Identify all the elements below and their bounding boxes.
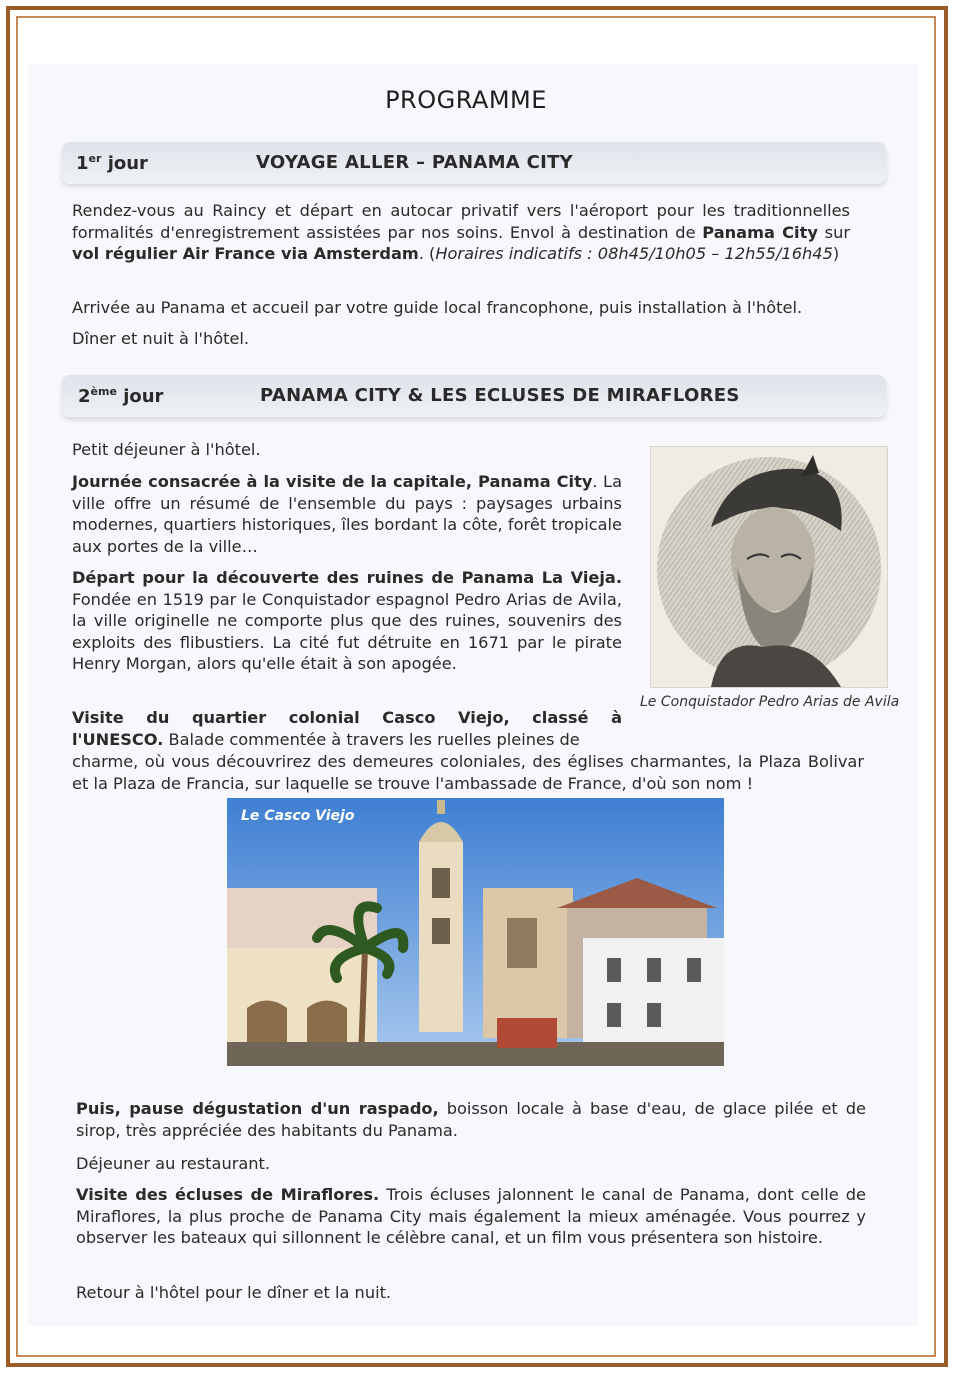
day1-heading: VOYAGE ALLER – PANAMA CITY: [256, 152, 574, 173]
day2-paragraph-5: Puis, pause dégustation d'un raspado, boisson locale à base d'eau, de glace pilée et de sirop, très appréciée des habitants du Panama.: [76, 1099, 866, 1140]
day2-paragraph-8: Retour à l'hôtel pour le dîner et la nuit.: [76, 1283, 392, 1302]
day2-paragraph-2: Journée consacrée à la visite de la capitale, Panama City. La ville offre un résumé de l'ensemble du pays : paysages urbains modernes, quartiers historiques, îles bordant la côte, forêt tropicale aux portes de la ville…: [72, 472, 622, 556]
day1-paragraph-2: Arrivée au Panama et accueil par votre guide local francophone, puis installation à l'hôtel.: [72, 298, 803, 317]
day2-paragraph-7: Visite des écluses de Miraflores. Trois écluses jalonnent le canal de Panama, dont celle de Miraflores, la plus proche de Panama City mais également la mieux aménagée. Vous pourrez y observer les bateaux qui sillonnent le célèbre canal, et un film vous présentera son histoire.: [76, 1185, 866, 1247]
day1-paragraph-3: Dîner et nuit à l'hôtel.: [72, 329, 250, 348]
day2-paragraph-3: Départ pour la découverte des ruines de Panama La Vieja. Fondée en 1519 par le Conquistador espagnol Pedro Arias de Avila, la ville originelle ne comporte plus que des ruines, souvenirs des exploits des flibustiers. La cité fut détruite en 1671 par le pirate Henry Morgan, alors qu'elle était à son apogée.: [72, 568, 622, 673]
portrait-engraving: [651, 447, 887, 687]
conquistador-portrait-image: [650, 446, 888, 688]
casco-viejo-photo: [227, 798, 724, 1066]
day1-header: [62, 142, 886, 184]
day2-header: [62, 375, 886, 417]
day2-heading: PANAMA CITY & LES ECLUSES DE MIRAFLORES: [260, 385, 740, 406]
day2-paragraph-1: Petit déjeuner à l'hôtel.: [72, 440, 261, 459]
day2-paragraph-6: Déjeuner au restaurant.: [76, 1154, 271, 1173]
day1-label: 1er jour: [76, 152, 148, 174]
day1-paragraph-1: Rendez-vous au Raincy et départ en autocar privatif vers l'aéroport pour les traditionnelles formalités d'enregistrement assistées par nos soins. Envol à destination de Panama City sur vol régulier Air France via Amsterdam. (Horaires indicatifs : 08h45/10h05 – 12h55/16h45): [72, 201, 850, 263]
day2-paragraph-4-rest: charme, où vous découvrirez des demeures coloniales, des églises charmantes, la Plaza Bolivar et la Plaza de Francia, sur laquelle se trouve l'ambassade de France, d'où son nom !: [72, 752, 864, 793]
page-title: PROGRAMME: [385, 86, 547, 114]
portrait-caption: Le Conquistador Pedro Arias de Avila: [640, 694, 900, 710]
day2-paragraph-4-line1: Visite du quartier colonial Casco Viejo, classé à: [72, 708, 622, 727]
day2-label: 2ème jour: [78, 385, 164, 407]
casco-viejo-illustration: [227, 798, 724, 1066]
photo-caption: Le Casco Viejo: [241, 808, 355, 824]
day2-paragraph-4-line2: l'UNESCO. Balade commentée à travers les ruelles pleines de: [72, 730, 580, 749]
